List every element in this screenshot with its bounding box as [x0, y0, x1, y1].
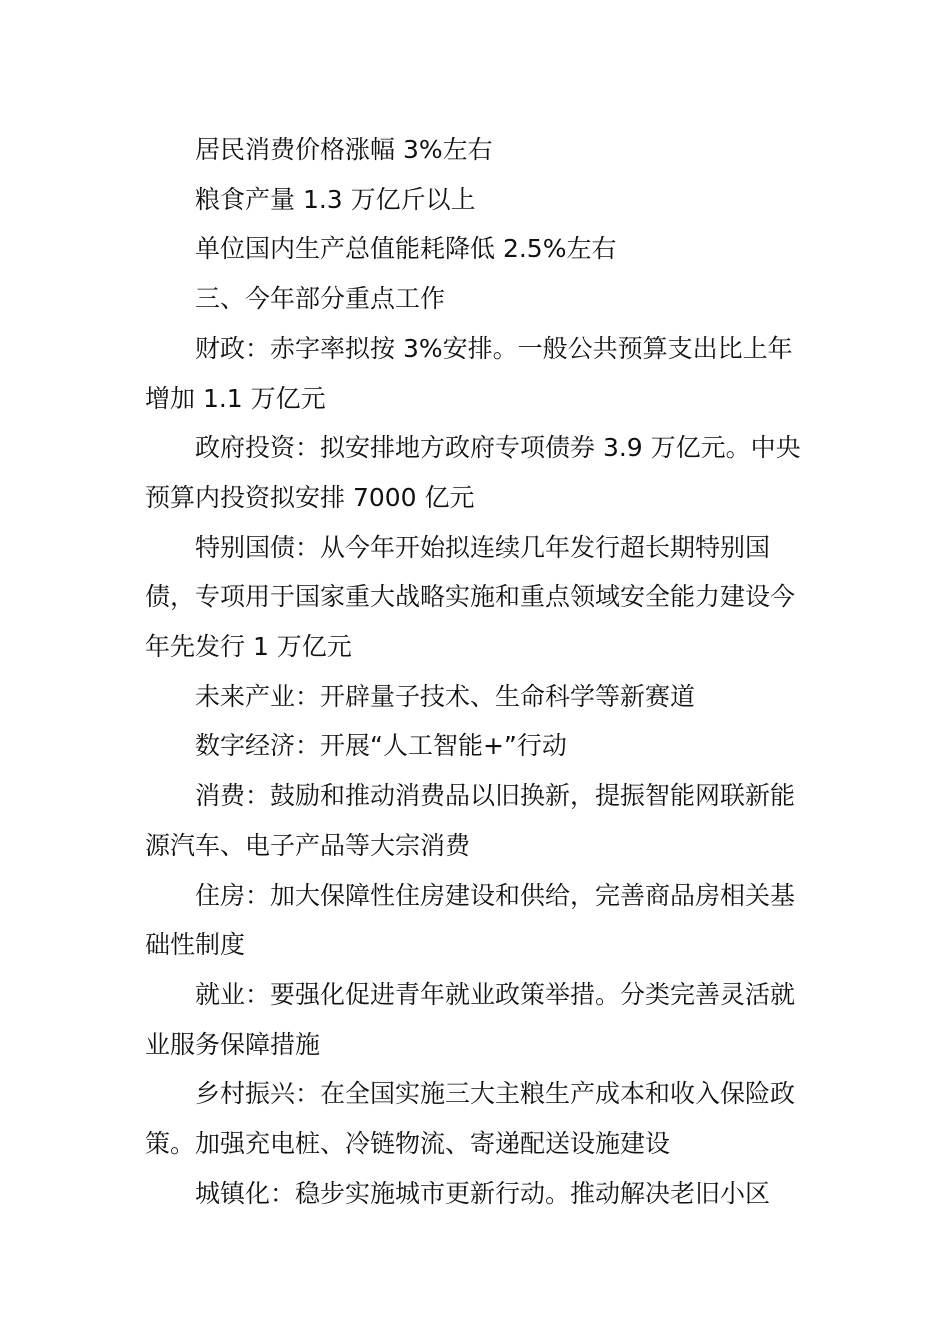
section-heading-key-work: 三、今年部分重点工作 [195, 284, 446, 314]
paragraph-government-investment: 政府投资：拟安排地方政府专项债券 3.9 万亿元。中央预算内投资拟安排 7000 亿元 [145, 433, 801, 512]
paragraph-digital-economy: 数字经济：开展“人工智能+”行动 [195, 731, 567, 761]
paragraph-grain-output: 粮食产量 1.3 万亿斤以上 [195, 184, 476, 214]
paragraph-cpi-target: 居民消费价格涨幅 3%左右 [195, 135, 493, 164]
paragraph-energy-consumption: 单位国内生产总值能耗降低 2.5%左右 [195, 234, 617, 264]
document-body [145, 125, 809, 1218]
paragraph-employment: 就业：要强化促进青年就业政策举措。分类完善灵活就业服务保障措施 [145, 979, 796, 1059]
paragraph-consumption: 消费：鼓励和推动消费品以旧换新，提振智能网联新能源汽车、电子产品等大宗消费 [145, 781, 796, 860]
paragraph-finance: 财政：赤字率拟按 3%安排。一般公共预算支出比上年增加 1.1 万亿元 [145, 333, 793, 413]
paragraph-special-treasury-bonds: 特别国债：从今年开始拟连续几年发行超长期特别国债，专项用于国家重大战略实施和重点领域安全能力建设今年先发行 1 万亿元 [145, 532, 796, 662]
paragraph-housing: 住房：加大保障性住房建设和供给，完善商品房相关基础性制度 [145, 880, 796, 960]
paragraph-future-industries: 未来产业：开辟量子技术、生命科学等新赛道 [195, 681, 696, 711]
paragraph-urbanization: 城镇化：稳步实施城市更新行动。推动解决老旧小区 [195, 1178, 771, 1208]
paragraph-rural-revitalization: 乡村振兴：在全国实施三大主粮生产成本和收入保险政策。加强充电桩、冷链物流、寄递配送设施建设 [145, 1079, 796, 1159]
